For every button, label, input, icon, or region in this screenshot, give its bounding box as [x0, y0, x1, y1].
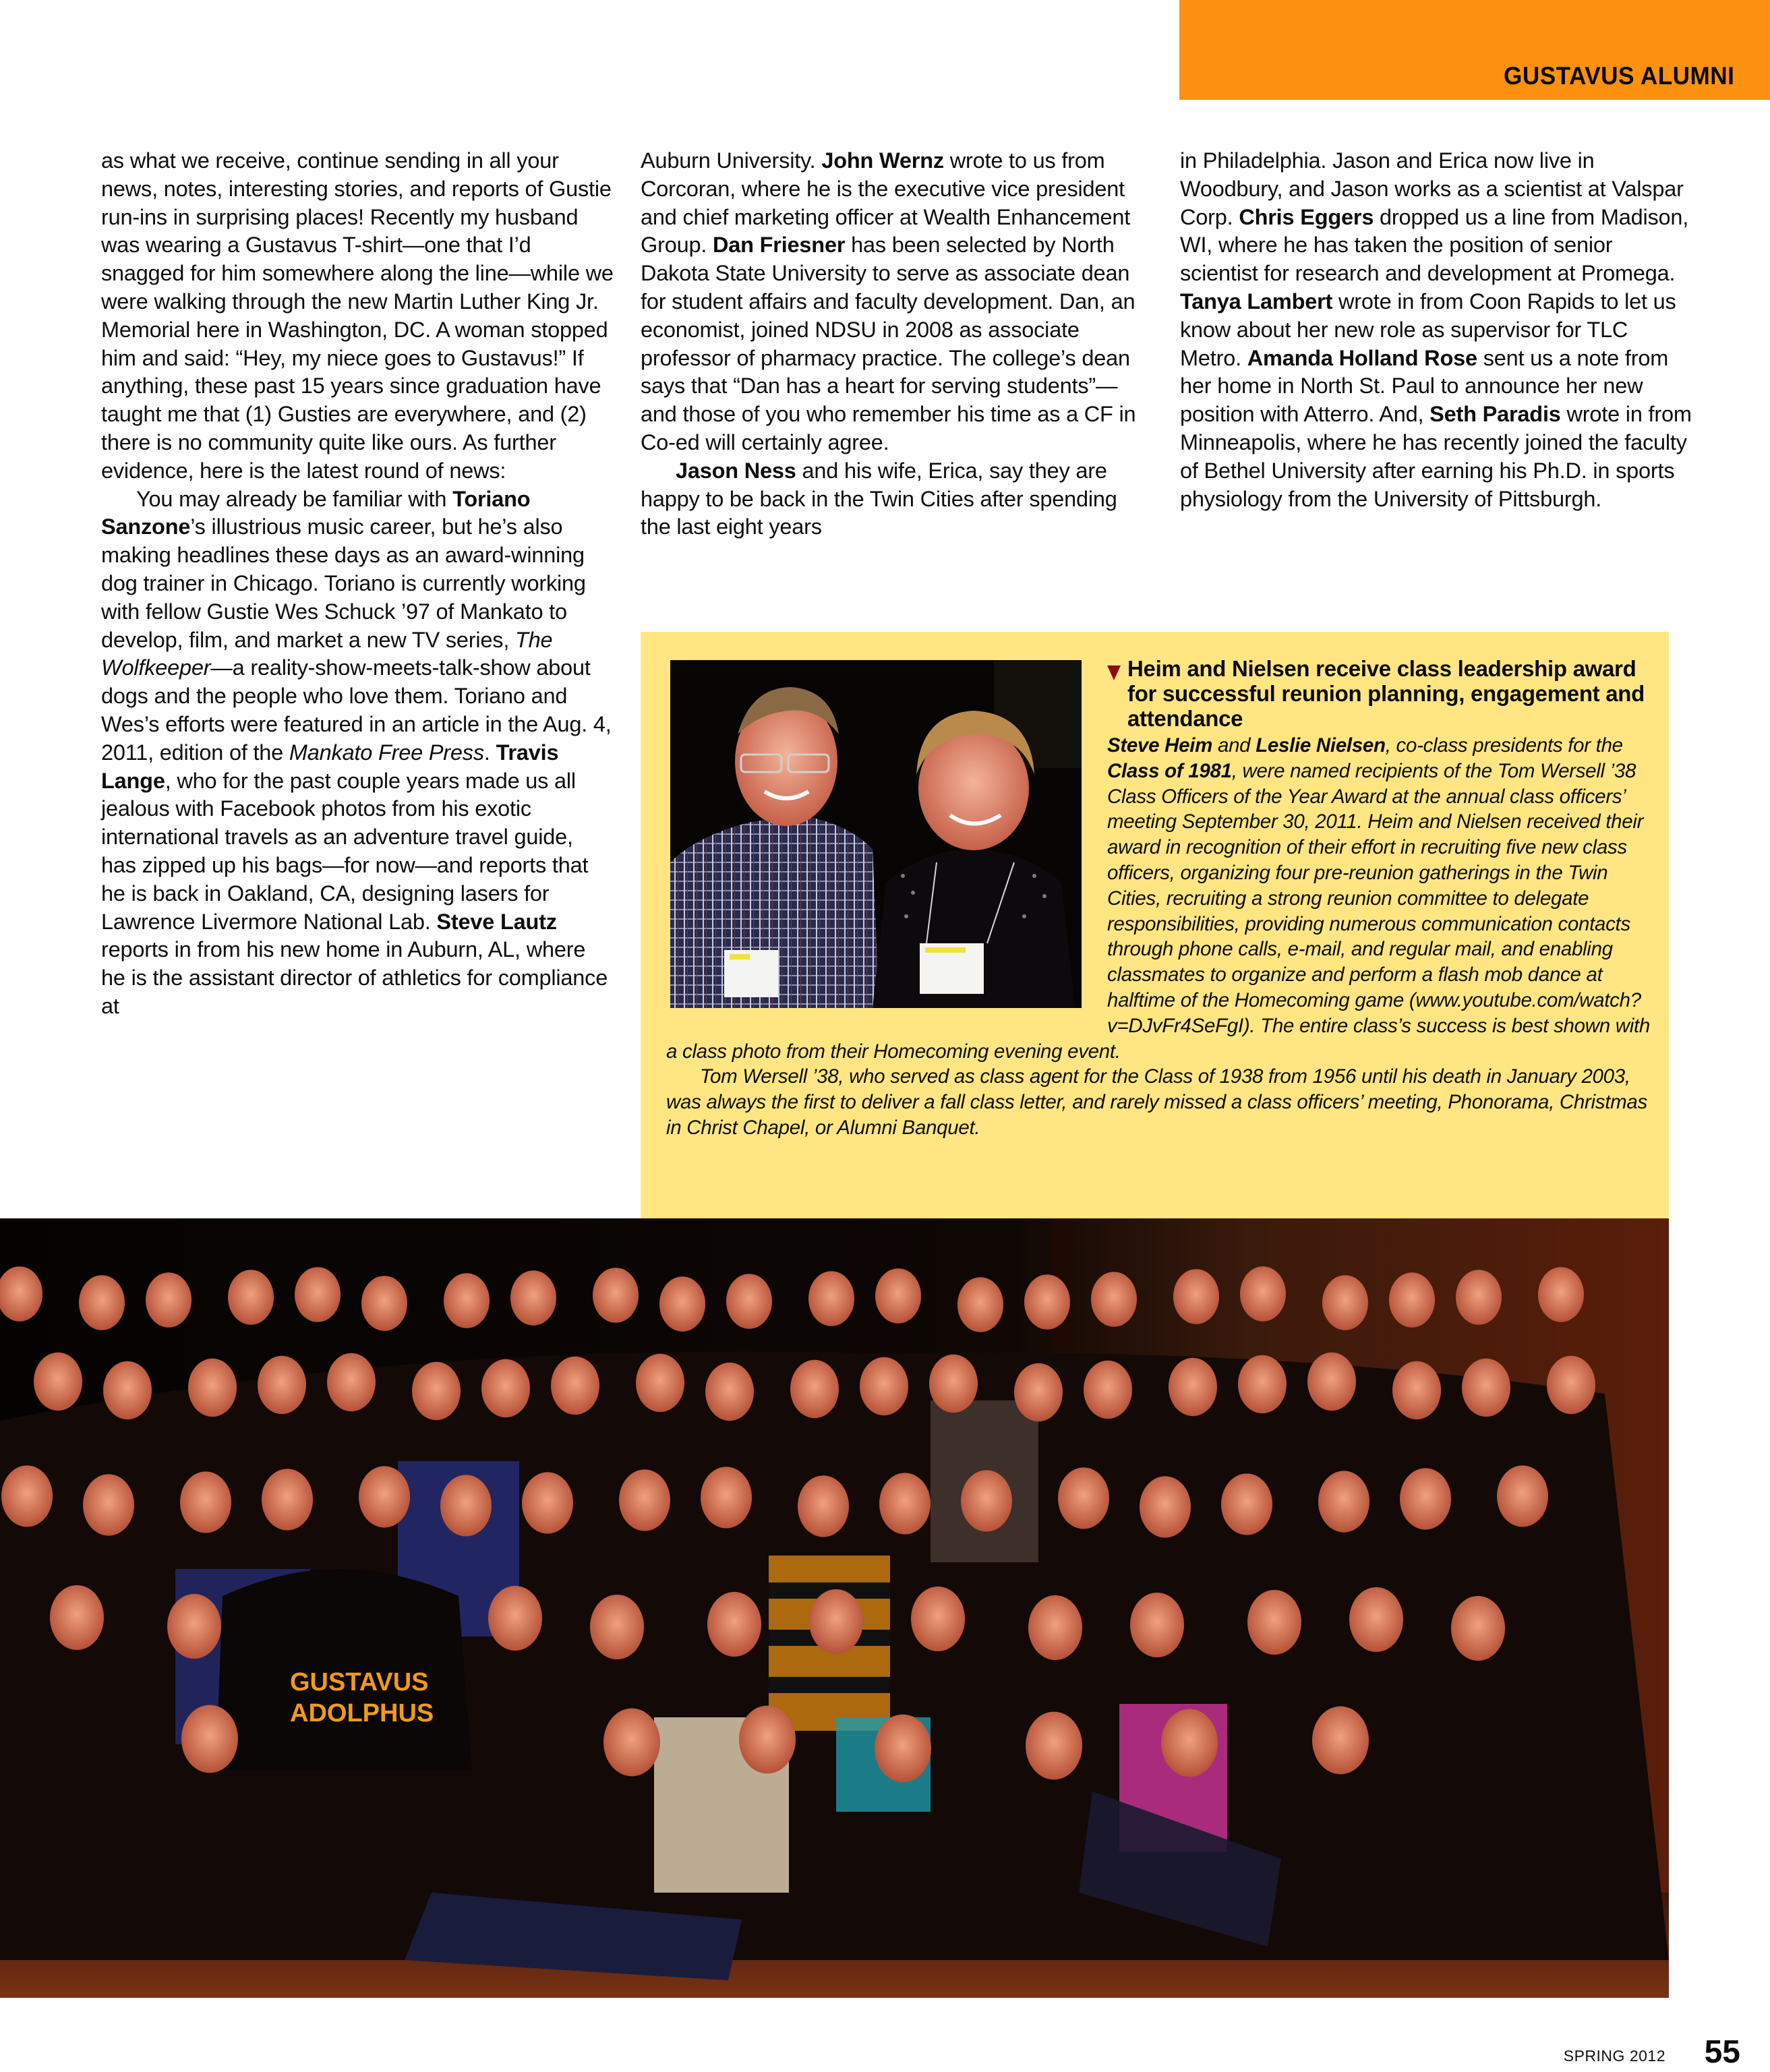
paragraph [641, 147, 1153, 457]
crowd-face [167, 1594, 221, 1659]
sidebar-body [666, 733, 1657, 1141]
crowd-face [1130, 1593, 1184, 1657]
text-run: as what we receive, continue sending in all your news, notes, interesting stories, and reports of Gustie run-ins in surprising places! Recently my husband was wearing a Gustavus T-shirt—one that I’d snagged for him somewhere along the line—while we were walking through the new Martin Luther King Jr. Memorial here in Washington, DC. A woman stopped him and said: “Hey, my niece goes to Gustavus!” If anything, these past 15 years since graduation have taught me that (1) Gusties are everywhere, and (2) there is no community quite like ours. As further evidence, here is the latest round of news: [101, 148, 614, 483]
text-run: ’s illustrious music career, but he’s also making headlines these days as an award-winning dog trainer in Chicago. Toriano is currently working with fellow Gustie Wes Schuck ’97 of Mankato to develop, film, and market a new TV series, [101, 514, 586, 652]
crowd-face [1318, 1471, 1369, 1532]
crowd-face [1349, 1587, 1403, 1652]
text-run: in Philadelphia. Jason and Erica now live in Woodbury, and Jason works as a scientist at Valspar Corp. [1180, 148, 1684, 229]
alumnus-name: Jason Ness [676, 458, 796, 483]
crowd-face [1322, 1275, 1368, 1330]
alumnus-name: Steve Lautz [436, 909, 557, 934]
crowd-face [1462, 1359, 1510, 1417]
crowd-face [790, 1360, 839, 1418]
crowd-face [636, 1354, 684, 1412]
crowd-face [701, 1467, 752, 1528]
publication-title: Mankato Free Press [289, 740, 484, 765]
issue-label: SPRING 2012 [1563, 2047, 1665, 2065]
section-title: GUSTAVUS ALUMNI [1503, 62, 1734, 90]
text-run: , co-class presidents for the [1385, 734, 1623, 757]
section-header-band [1179, 0, 1770, 100]
crowd-face [659, 1276, 705, 1332]
crowd-face [603, 1709, 660, 1777]
crowd-face [258, 1356, 306, 1414]
crowd-face [961, 1470, 1012, 1531]
crowd-face [1312, 1707, 1369, 1775]
award-sidebar [641, 632, 1669, 1218]
crowd-face [1084, 1361, 1132, 1419]
alumnus-name: Chris Eggers [1239, 204, 1374, 229]
crowd-face [1497, 1465, 1548, 1527]
article-column-3 [1180, 147, 1692, 513]
crowd-face [929, 1355, 978, 1413]
crowd-face [879, 1473, 931, 1534]
class-year: Class of 1981 [1107, 759, 1232, 782]
crowd-face [1091, 1272, 1137, 1327]
text-run: , were named recipients of the Tom Wersell ’38 Class Officers of the Year Award at the annual class officers’ meeting September 30, 2011. Heim and Nielsen received their award in recognition of their effort in recruiting five new class officers, organizing four pre-reunion gatherings in the Twin Cities, recruiting a strong reunion committee to delegate responsibilities, providing numerous communication contacts through phone calls, e-mail, and regular mail, and enabling classmates to organize and perform a flash mob dance at halftime of the Homecoming game (www.youtube.com/watch?v=DJvFr4SeFgI). The entire class’s success is best shown with a class photo from their Homecoming evening event. [666, 759, 1650, 1063]
crowd-face [50, 1585, 104, 1650]
text-run: sent us a note from her home in North St. Paul to announce her new position with Atterro. And, [1180, 345, 1669, 427]
sidebar-title: Heim and Nielsen receive class leadership award for successful reunion planning, engagement and attendance [1127, 656, 1645, 731]
text-run: has been selected by North Dakota State University to serve as associate dean for student affairs and faculty development. Dan, an economist, joined NDSU in 2008 as associate professor of pharmacy practice. The college’s dean says that “Dan has a heart for serving students”—and those of you who remember his time as a CF in Co-ed will certainly agree. [641, 233, 1136, 454]
crowd-face [1028, 1595, 1082, 1660]
crowd-face [295, 1267, 341, 1322]
text-run: reports in from his new home in Auburn, AL, where he is the assistant director of athletics for compliance at [101, 937, 608, 1018]
crowd-face [875, 1268, 921, 1324]
text-run: and [1212, 734, 1256, 757]
text-run: and his wife, Erica, say they are happy to be back in the Twin Cities after spending the last eight years [641, 458, 1117, 539]
crowd-face [1392, 1361, 1441, 1419]
crowd-face [911, 1587, 965, 1651]
crowd-face [34, 1353, 82, 1411]
honoree-name: Steve Heim [1107, 734, 1213, 757]
crowd-face [798, 1475, 849, 1537]
crowd-face [1173, 1269, 1219, 1324]
honoree-name: Leslie Nielsen [1256, 734, 1386, 757]
crowd-face [707, 1592, 761, 1657]
crowd-face [1247, 1590, 1301, 1655]
alumnus-name: John Wernz [821, 148, 944, 173]
crowd-face [1238, 1355, 1287, 1413]
crowd-face [510, 1270, 556, 1326]
crowd-face [860, 1357, 908, 1415]
text-run: wrote in from Coon Rapids to let us know about her new role as supervisor for TLC Metro. [1180, 289, 1676, 370]
crowd-face [1014, 1363, 1063, 1421]
crowd-face [262, 1469, 313, 1530]
alumnus-name: Dan Friesner [713, 233, 846, 258]
text-run: Auburn University. [641, 148, 822, 173]
crowd-face [1140, 1476, 1191, 1537]
crowd-face [1307, 1353, 1356, 1411]
alumnus-name: Toriano Sanzone [101, 486, 531, 539]
crowd-face [412, 1362, 461, 1420]
photo-wrap-spacer [666, 733, 1107, 1028]
text-run: —a reality-show-meets-talk-show about dogs and the people who love them. Toriano and Wes’s efforts were featured in an article in the Aug. 4, 2011, edition of the [101, 655, 612, 765]
crowd-face [1161, 1709, 1218, 1777]
alumnus-name: Amanda Holland Rose [1247, 345, 1477, 370]
alumnus-name: Tanya Lambert [1180, 289, 1333, 314]
crowd-face [1456, 1270, 1502, 1325]
crowd-face [79, 1275, 125, 1330]
crowd-face [522, 1472, 573, 1533]
text-run: dropped us a line from Madison, WI, where he has taken the position of senior scientist for research and development at Promega. [1180, 204, 1689, 286]
crowd-face [1026, 1712, 1082, 1780]
text-run: wrote in from Minneapolis, where he has recently joined the faculty of Bethel University after earning his Ph.D. in sports physiology from the University of Pittsburgh. [1180, 402, 1692, 511]
crowd-face [488, 1586, 542, 1651]
crowd-face [957, 1277, 1003, 1332]
alumnus-name: Seth Paradis [1429, 402, 1561, 427]
paragraph [101, 485, 614, 1021]
paragraph [1180, 147, 1692, 513]
crowd-face [481, 1359, 530, 1417]
crowd-face [181, 1705, 238, 1773]
crowd-face [1058, 1467, 1109, 1529]
crowd-face [1389, 1272, 1435, 1328]
crowd-face [146, 1272, 191, 1328]
crowd-face [1538, 1267, 1584, 1322]
crowd-face [809, 1589, 863, 1654]
text-run: You may already be familiar with [136, 486, 453, 511]
sidebar-heading [1107, 656, 1653, 731]
show-title: The Wolfkeeper [101, 627, 553, 680]
page-number: 55 [1704, 2034, 1740, 2070]
triangle-bullet-icon [1107, 665, 1121, 680]
crowd-face [361, 1276, 407, 1331]
crowd-face [1, 1465, 53, 1527]
article-column-2 [641, 147, 1153, 541]
crowd-face [444, 1273, 490, 1328]
sweatshirt-text: GUSTAVUS ADOLPHUS [290, 1668, 434, 1727]
crowd-face [188, 1359, 237, 1417]
article-column-1 [101, 147, 614, 1021]
crowd-face [590, 1595, 644, 1659]
crowd-face [359, 1466, 410, 1527]
crowd-face [551, 1357, 599, 1415]
crowd-face [1024, 1274, 1070, 1330]
crowd-face [1169, 1358, 1217, 1416]
alumnus-name: Travis Lange [101, 740, 559, 793]
crowd-face [619, 1469, 670, 1531]
crowd-face [808, 1271, 854, 1326]
text-run: , who for the past couple years made us all jealous with Facebook photos from his exotic international travels as an adventure travel guide, has zipped up his bags—for now—and reports that he is back in Oakland, CA, designing lasers for Lawrence Livermore National Lab. [101, 768, 589, 934]
crowd-face [1221, 1473, 1272, 1535]
crowd-face [739, 1706, 796, 1774]
class-of-1981-group-photo [0, 1218, 1669, 1998]
crowd-face [83, 1474, 134, 1535]
crowd-face [180, 1471, 231, 1533]
crowd-face [705, 1363, 754, 1421]
crowd-face [1240, 1266, 1286, 1322]
crowd-face [593, 1268, 639, 1323]
text-run: . [483, 740, 496, 765]
crowd-face [440, 1475, 492, 1536]
crowd-face [327, 1353, 376, 1411]
crowd-face [103, 1361, 152, 1419]
crowd-face [726, 1274, 772, 1329]
crowd-face [1400, 1468, 1451, 1529]
paragraph [101, 147, 614, 485]
text-run: wrote to us from Corcoran, where he is the executive vice president and chief marketing officer at Wealth Enhancement Group. [641, 148, 1131, 258]
photo-illustration [0, 1218, 1669, 1998]
crowd-face [875, 1715, 931, 1783]
crowd-face [1547, 1356, 1595, 1414]
paragraph: Tom Wersell ’38, who served as class agent for the Class of 1938 from 1956 until his death in January 2003, was always the first to deliver a fall class letter, and rarely missed a class officers’ meeting, Phonorama, Christmas in Christ Chapel, or Alumni Banquet. [666, 1065, 1647, 1139]
paragraph [641, 457, 1153, 541]
crowd-face [228, 1270, 274, 1325]
crowd-face [1451, 1596, 1505, 1661]
